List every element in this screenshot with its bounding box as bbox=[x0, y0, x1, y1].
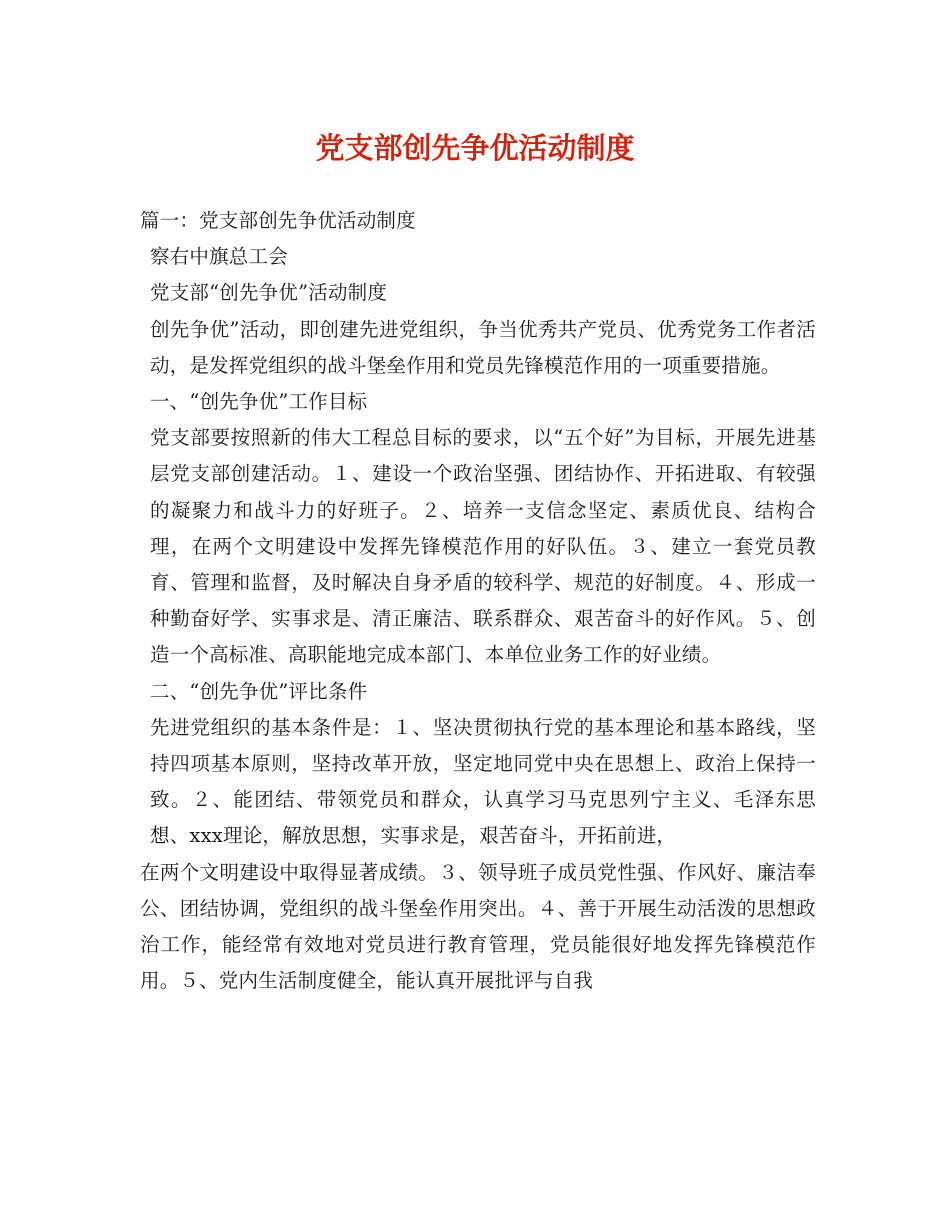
document-title: 党支部创先争优活动制度 bbox=[315, 131, 635, 165]
paragraph-section-heading: 篇一：党支部创先争优活动制度 bbox=[140, 209, 416, 232]
paragraph-subtitle: 党支部“创先争优”活动制度 bbox=[150, 281, 388, 305]
paragraph-organization: 察右中旗总工会 bbox=[150, 245, 288, 269]
paragraph-goals: 党支部要按照新的伟大工程总目标的要求，以“五个好”为目标，开展先进基层党支部创建活动。１、建设一个政治坚强、团结协作、开拓进取、有较强的凝聚力和战斗力的好班子。２、培养一支信念坚定、素质优良、结构合理，在两个文明建设中发挥先锋模范作用的好队伍。３、建立一套党员教育、管理和监督，及时解决自身矛盾的较科学、规范的好制度。４、形成一种勤奋好学、实事求是、清正廉洁、联系群众、艰苦奋斗的好作风。５、创造一个高标准、高职能地完成本部门、本单位业务工作的好业绩。 bbox=[150, 426, 816, 667]
document-body bbox=[140, 203, 816, 999]
paragraph-intro: 创先争优”活动，即创建先进党组织，争当优秀共产党员、优秀党务工作者活动，是发挥党组织的战斗堡垒作用和党员先锋模范作用的一项重要措施。 bbox=[150, 317, 816, 377]
paragraph-heading-goals: 一、“创先争优”工作目标 bbox=[150, 390, 368, 414]
paragraph-criteria: 先进党组织的基本条件是：１、坚决贯彻执行党的基本理论和基本路线，坚持四项基本原则，坚持改革开放，坚定地同党中央在思想上、政治上保持一致。２、能团结、带领党员和群众，认真学习马克思列宁主义、毛泽东思想、xxx理论，解放思想，实事求是，艰苦奋斗，开拓前进， bbox=[150, 715, 816, 848]
paragraph-criteria-continued: 在两个文明建设中取得显著成绩。３、领导班子成员党性强、作风好、廉洁奉公、团结协调，党组织的战斗堡垒作用突出。４、善于开展生动活泼的思想政治工作，能经常有效地对党员进行教育管理，党员能很好地发挥先锋模范作用。５、党内生活制度健全，能认真开展批评与自我 bbox=[140, 860, 816, 993]
paragraph-heading-criteria: 二、“创先争优”评比条件 bbox=[150, 679, 368, 703]
